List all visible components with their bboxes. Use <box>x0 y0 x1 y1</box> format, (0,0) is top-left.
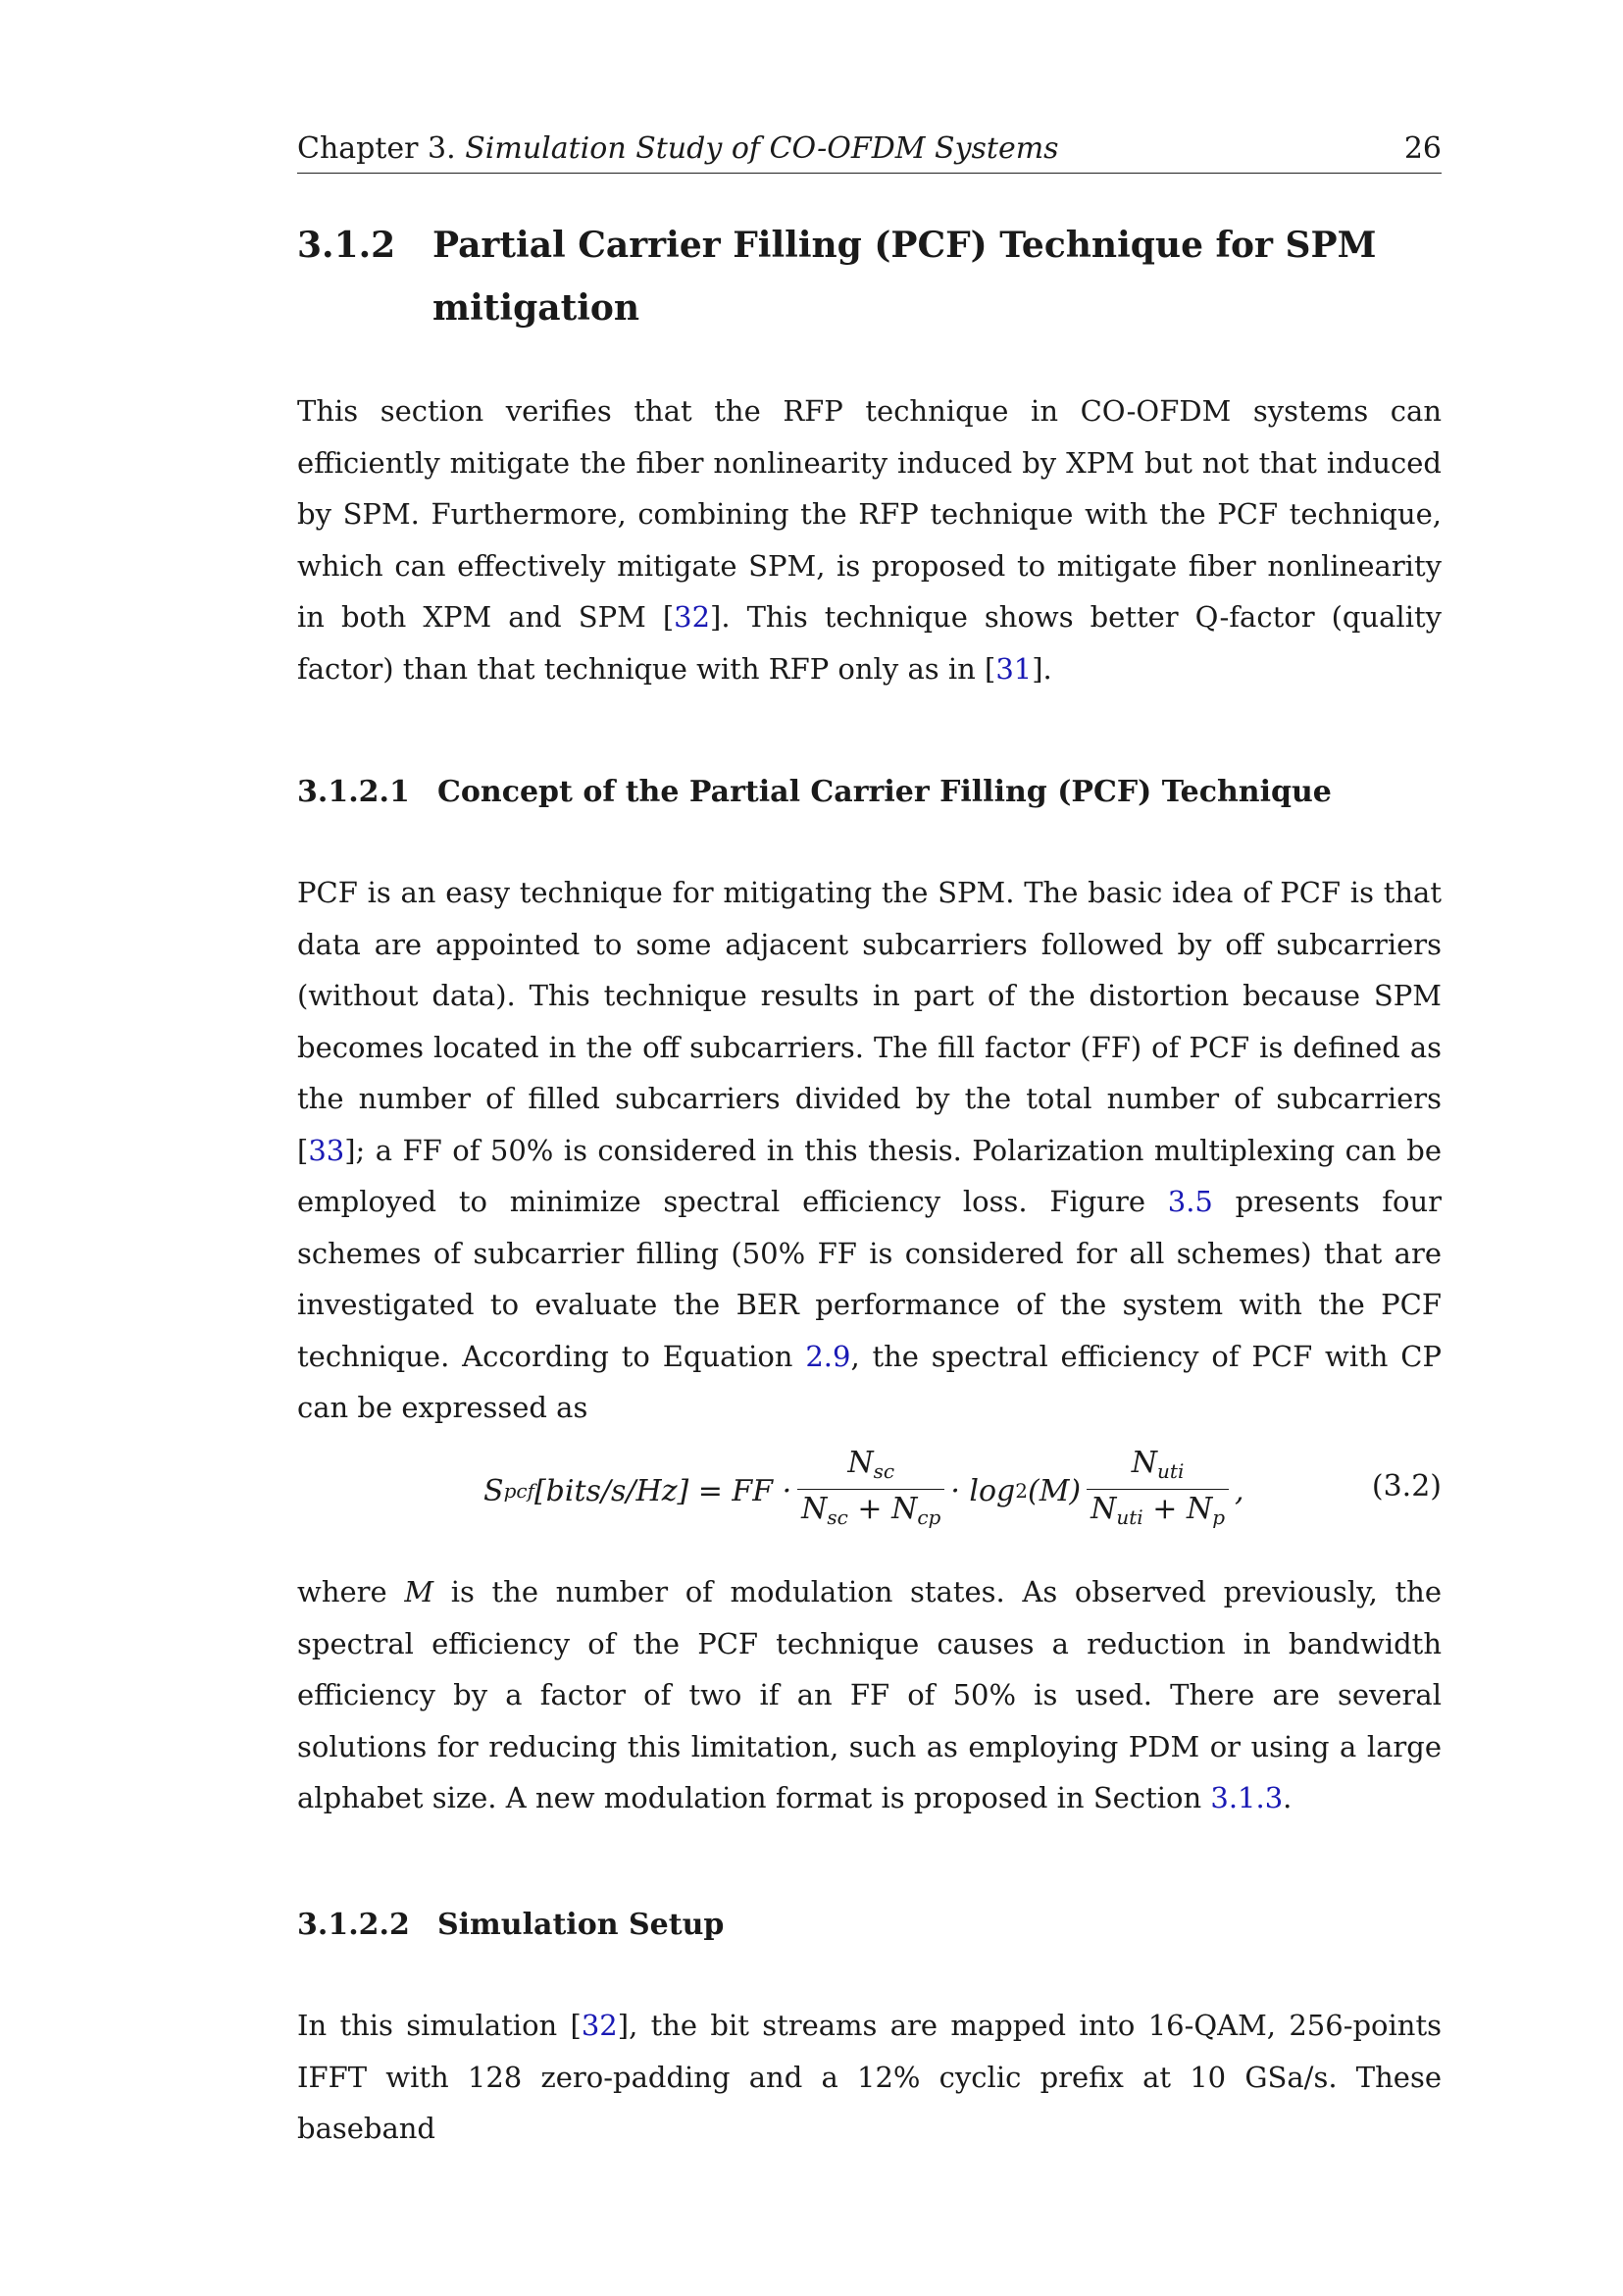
subsection-title: Concept of the Partial Carrier Filling (PCF) Technique <box>437 775 1332 809</box>
eq-frac2-numerator <box>1128 1446 1189 1489</box>
subsection-title: Simulation Setup <box>437 1908 725 1942</box>
section-title: Partial Carrier Filling (PCF) Technique for SPM mitigation <box>432 225 1377 329</box>
eq-trail: , <box>1235 1473 1244 1508</box>
concept-text-4: , the spectral efficiency of PCF with CP can be expressed as <box>297 1339 1443 1424</box>
eq-subscript: p <box>1212 1505 1225 1529</box>
eq-symbol: N <box>1186 1491 1213 1526</box>
citation-link[interactable]: 32 <box>581 2009 618 2042</box>
concept-text-1: PCF is an easy technique for mitigating the SPM. The basic idea of PCF is that data are appointed to some adjacent subcarriers followed by off subcarriers (without data). This technique results in part of the distortion because SPM becomes located in the off subcarriers. The fill factor (FF) of PCF is defined as the number of filled subcarriers divided by the total number of subcarriers [ <box>297 876 1442 1167</box>
chapter-title: Simulation Study of CO-OFDM Systems <box>465 131 1059 166</box>
eq-symbol: N <box>891 1491 918 1526</box>
eq-symbol: N <box>847 1445 874 1480</box>
figure-link[interactable]: 3.5 <box>1167 1185 1213 1218</box>
eq-frac1-numerator <box>843 1446 898 1489</box>
eq-mid-sub: 2 <box>1015 1479 1028 1503</box>
eq-frac1-denominator <box>797 1489 944 1537</box>
citation-link[interactable]: 33 <box>308 1133 345 1167</box>
running-head-chapter <box>297 131 1059 166</box>
equation-number: (3.2) <box>1371 1469 1442 1504</box>
eq-symbol: N <box>1090 1491 1117 1526</box>
after-text-3: . <box>1283 1781 1293 1814</box>
setup-text-1: In this simulation [ <box>297 2009 582 2042</box>
intro-text-3: ]. <box>1032 651 1052 686</box>
eq-fraction-2 <box>1087 1446 1229 1537</box>
variable-m: M <box>404 1575 434 1608</box>
eq-symbol: N <box>1131 1445 1158 1480</box>
eq-subscript: sc <box>827 1505 848 1529</box>
intro-text-2: ]. This technique shows better Q-factor (quality factor) than that technique with RFP only as in [ <box>297 600 1443 686</box>
eq-mid-tail: (M) <box>1028 1473 1082 1508</box>
eq-fraction-1 <box>797 1446 944 1537</box>
chapter-prefix: Chapter 3. <box>297 131 456 166</box>
section-link[interactable]: 3.1.3 <box>1210 1781 1284 1814</box>
eq-subscript: uti <box>1116 1505 1143 1529</box>
eq-subscript: uti <box>1157 1458 1185 1483</box>
setup-text-2: ], the bit streams are mapped into 16-QAM, 256-points IFFT with 128 zero-padding and a 12% cyclic prefix at 10 GSa/s. These baseband <box>297 2009 1442 2145</box>
eq-frac2-denominator <box>1087 1489 1229 1537</box>
after-text-2: is the number of modulation states. As observed previously, the spectral efficiency of the PCF technique causes a reduction in bandwidth efficiency by a factor of two if an FF of 50% is used. There are several solutions for reducing this limitation, such as employing PDM or using a large alphabet size. A new modulation format is proposed in Section <box>297 1575 1442 1814</box>
eq-lhs-units: [bits/s/Hz] = FF · <box>533 1473 792 1508</box>
eq-subscript: sc <box>873 1458 895 1483</box>
eq-symbol: N <box>801 1491 828 1526</box>
running-head <box>297 129 1442 174</box>
intro-paragraph <box>297 385 1442 694</box>
citation-link[interactable]: 32 <box>674 600 711 634</box>
setup-paragraph <box>297 2000 1442 2155</box>
equation-body <box>483 1442 1244 1540</box>
page-number: 26 <box>1403 131 1442 166</box>
intro-text-1: This section verifies that the RFP technique in CO-OFDM systems can efficiently mitigate the fiber nonlinearity induced by XPM but not that induced by SPM. Furthermore, combining the RFP technique with the PCF technique, which can effectively mitigate SPM, is proposed to mitigate fiber nonlinearity in both XPM and SPM [ <box>297 394 1442 634</box>
equation-link[interactable]: 2.9 <box>805 1339 851 1373</box>
equation-3-2 <box>297 1442 1442 1540</box>
eq-lhs: S <box>483 1473 504 1508</box>
subsection-number: 3.1.2.2 <box>297 1908 410 1942</box>
eq-operator: + <box>847 1491 892 1526</box>
eq-lhs-sub: pcf <box>503 1479 534 1503</box>
after-text-1: where <box>297 1575 405 1608</box>
concept-text-2: ]; a FF of 50% is considered in this thesis. Polarization multiplexing can be employed to minimize spectral efficiency loss. Figure <box>297 1133 1442 1218</box>
eq-operator: + <box>1142 1491 1187 1526</box>
concept-paragraph <box>297 867 1442 1434</box>
eq-subscript: cp <box>917 1505 941 1529</box>
eq-mid: · log <box>950 1473 1016 1508</box>
concept-text-3: presents four schemes of subcarrier filling (50% FF is considered for all schemes) that are investigated to evaluate the BER performance of the system with the PCF technique. According to Equation <box>297 1185 1442 1373</box>
subsection-number: 3.1.2.1 <box>297 775 410 809</box>
section-number: 3.1.2 <box>297 225 396 266</box>
after-equation-paragraph <box>297 1566 1442 1824</box>
citation-link[interactable]: 31 <box>995 651 1033 686</box>
